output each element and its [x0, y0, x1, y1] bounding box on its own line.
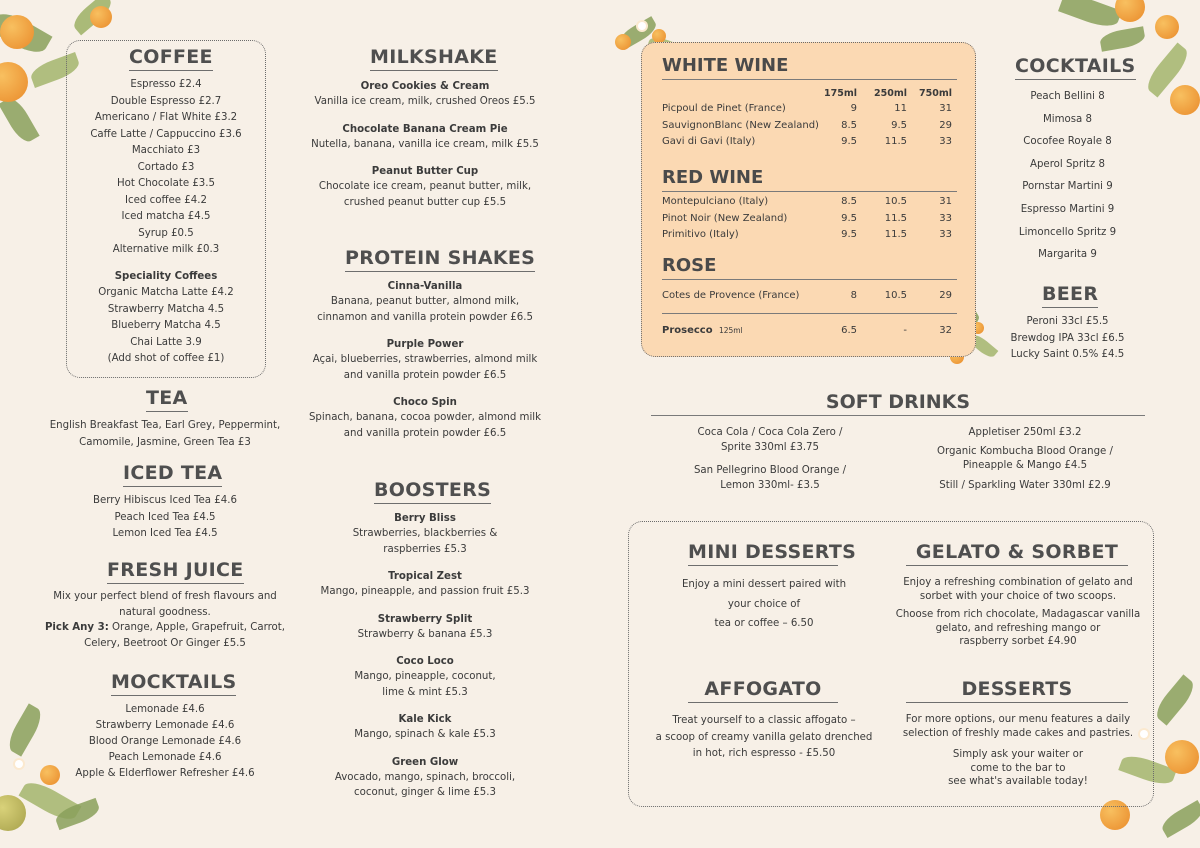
- rose-list: [662, 288, 952, 305]
- item-description-line: Nutella, banana, vanilla ice cream, milk £5.5: [311, 138, 539, 150]
- item-name: Oreo Cookies & Cream: [360, 81, 490, 92]
- specialty-item: Organic Matcha Latte £4.2: [98, 287, 234, 298]
- price: 33: [939, 212, 952, 224]
- pick-label: Pick Any 3:: [44, 622, 109, 633]
- item-description-line: coconut, ginger & lime £5.3: [354, 787, 496, 798]
- item-description-line: Chocolate ice cream, peanut butter, milk,: [318, 181, 532, 192]
- divider: [662, 279, 957, 280]
- divider: [662, 313, 957, 314]
- beer-item: Peroni 33cl £5.5: [1026, 316, 1109, 327]
- juice-line: Mix your perfect blend of fresh flavours and: [53, 591, 277, 602]
- wine-row: [662, 134, 952, 151]
- dessert-line: For more options, our menu features a daily: [905, 714, 1131, 725]
- dessert-line: Choose from rich chocolate, Madagascar vanilla: [895, 609, 1141, 620]
- milkshake-list: [305, 79, 545, 222]
- dessert-line: gelato, and refreshing mango or: [935, 622, 1101, 634]
- item-description-line: and vanilla protein powder £6.5: [343, 427, 507, 439]
- cocktail-item: Peach Bellini 8: [1030, 91, 1105, 102]
- juice-line: Celery, Beetroot Or Ginger £5.5: [84, 637, 246, 649]
- item-description: [305, 410, 545, 441]
- beer-list: [985, 314, 1150, 364]
- item-description-line: and vanilla protein powder £6.5: [343, 369, 507, 381]
- specialty-item: Chai Latte 3.9: [130, 336, 202, 348]
- price: 9.5: [841, 212, 857, 224]
- item-name: Strawberry Split: [377, 613, 473, 625]
- item-name: Cinna-Vanilla: [387, 281, 463, 292]
- fresh-juice-text: [40, 589, 290, 651]
- coffee-item: Iced matcha £4.5: [121, 211, 211, 222]
- red-wine-list: [662, 194, 952, 244]
- cocktail-item: Limoncello Spritz 9: [1018, 226, 1117, 238]
- price: 33: [939, 229, 952, 240]
- soft-drinks-right: [905, 426, 1145, 493]
- coffee-item: Caffe Latte / Cappuccino £3.6: [90, 128, 242, 140]
- boosters-title: BOOSTERS: [374, 479, 491, 504]
- size-750: 750ml: [919, 88, 952, 99]
- item-name: Kale Kick: [398, 714, 452, 725]
- dessert-line: selection of freshly made cakes and pastries.: [902, 727, 1134, 739]
- gelato-text: [890, 576, 1146, 649]
- price: 10.5: [884, 290, 907, 301]
- item-description: [305, 727, 545, 743]
- dessert-line: Enjoy a refreshing combination of gelato and: [903, 577, 1133, 588]
- coffee-item: Syrup £0.5: [138, 227, 194, 239]
- dessert-line: Enjoy a mini dessert paired with: [681, 579, 847, 590]
- price: 29: [939, 119, 952, 131]
- prosecco-row: [662, 323, 952, 340]
- iced-tea-item: Lemon Iced Tea £4.5: [112, 528, 218, 539]
- item-name: Choco Spin: [393, 397, 457, 408]
- dessert-line: Treat yourself to a classic affogato –: [672, 715, 856, 726]
- price: 10.5: [884, 196, 907, 207]
- price: 9.5: [891, 119, 907, 131]
- specialty-item: (Add shot of coffee £1): [107, 353, 225, 364]
- item-description: [305, 627, 545, 643]
- cocktail-item: Aperol Spritz 8: [1030, 158, 1105, 170]
- mocktails-list: [40, 702, 290, 782]
- item-description: [305, 94, 545, 110]
- coffee-item: Espresso £2.4: [130, 79, 202, 90]
- item-description: [305, 137, 545, 153]
- item-description: [305, 526, 545, 557]
- coffee-item: Iced coffee £4.2: [125, 194, 207, 206]
- soft-drink-line: San Pellegrino Blood Orange /: [693, 465, 847, 476]
- cocktail-item: Margarita 9: [1038, 249, 1097, 261]
- coffee-item: Hot Chocolate £3.5: [116, 178, 216, 189]
- iced-tea-title: ICED TEA: [123, 462, 222, 487]
- divider: [662, 79, 957, 80]
- cocktails-title: COCKTAILS: [1015, 55, 1136, 80]
- wine-row: [662, 288, 952, 305]
- pick-rest: Orange, Apple, Grapefruit, Carrot,: [108, 622, 286, 633]
- item-name: Tropical Zest: [388, 571, 462, 582]
- prosecco-name: Prosecco: [662, 325, 713, 336]
- soft-drink-line: Coca Cola / Coca Cola Zero /: [697, 427, 843, 438]
- coffee-item: Alternative milk £0.3: [112, 244, 220, 255]
- cocktail-item: Espresso Martini 9: [1020, 203, 1115, 215]
- dessert-line: sorbet with your choice of two scoops.: [919, 590, 1117, 602]
- affogato-text: [646, 713, 882, 763]
- beer-item: Brewdog IPA 33cl £6.5: [1010, 332, 1125, 344]
- tea-line: English Breakfast Tea, Earl Grey, Peppermint,: [49, 420, 281, 431]
- affogato-title: AFFOGATO: [688, 678, 838, 703]
- item-description-line: Vanilla ice cream, milk, crushed Oreos £5.5: [314, 96, 536, 107]
- coffee-item: Cortado £3: [137, 161, 195, 173]
- wine-name: Montepulciano (Italy): [662, 196, 769, 207]
- wine-name: Gavi di Gavi (Italy): [662, 136, 756, 147]
- item-description-line: Spinach, banana, cocoa powder, almond milk: [308, 412, 542, 423]
- boosters-list: [305, 511, 545, 813]
- dessert-line: Simply ask your waiter or: [952, 749, 1084, 760]
- wine-row: [662, 227, 952, 244]
- size-250: 250ml: [874, 88, 907, 99]
- mini-desserts-title: MINI DESSERTS: [688, 541, 838, 566]
- price: 6.5: [841, 325, 857, 336]
- fresh-juice-title: FRESH JUICE: [107, 559, 244, 584]
- item-name: Coco Loco: [396, 656, 454, 667]
- desserts-text: [890, 713, 1146, 789]
- white-wine-list: [662, 101, 952, 151]
- coffee-items: [66, 77, 266, 259]
- item-description: [305, 352, 545, 383]
- mocktails-title: MOCKTAILS: [111, 671, 236, 696]
- specialty-items: [66, 285, 266, 368]
- coffee-title: COFFEE: [129, 46, 213, 71]
- item-description-line: Avocado, mango, spinach, broccoli,: [334, 771, 516, 783]
- item-description-line: Strawberry & banana £5.3: [357, 628, 493, 640]
- soft-drink-line: Organic Kombucha Blood Orange /: [937, 445, 1113, 457]
- item-description-line: cinnamon and vanilla protein powder £6.5: [317, 311, 533, 323]
- soft-drink-line: Lemon 330ml- £3.5: [720, 479, 820, 491]
- item-description: [305, 669, 545, 700]
- wine-name: SauvignonBlanc (New Zealand): [662, 119, 819, 131]
- item-name: Chocolate Banana Cream Pie: [342, 123, 508, 135]
- beer-title: BEER: [1042, 283, 1098, 308]
- item-description: [305, 584, 545, 600]
- dessert-line: see what's available today!: [948, 776, 1088, 787]
- wine-row: [662, 101, 952, 118]
- mini-desserts-text: [646, 575, 882, 634]
- dessert-line: your choice of: [727, 598, 801, 610]
- item-description-line: Strawberries, blackberries &: [352, 528, 498, 539]
- price: 11: [894, 103, 907, 114]
- price: 31: [939, 103, 952, 114]
- wine-name: Pinot Noir (New Zealand): [662, 212, 788, 224]
- price: 9.5: [841, 136, 857, 147]
- mocktail-item: Apple & Elderflower Refresher £4.6: [75, 768, 255, 779]
- rose-title: ROSE: [662, 255, 717, 276]
- protein-list: [305, 279, 545, 453]
- red-wine-title: RED WINE: [662, 167, 764, 188]
- cocktail-item: Cocofee Royale 8: [1023, 136, 1112, 148]
- item-description-line: Mango, spinach & kale £5.3: [354, 729, 496, 740]
- price: 33: [939, 136, 952, 147]
- beer-item: Lucky Saint 0.5% £4.5: [1010, 349, 1125, 360]
- dessert-line: a scoop of creamy vanilla gelato drenched: [655, 731, 873, 743]
- soft-drink-line: Sprite 330ml £3.75: [720, 441, 820, 453]
- specialty-title: Speciality Coffees: [114, 270, 218, 282]
- protein-title: PROTEIN SHAKES: [345, 247, 535, 272]
- juice-line: natural goodness.: [119, 606, 211, 618]
- coffee-item: Macchiato £3: [131, 145, 201, 156]
- item-description-line: crushed peanut butter cup £5.5: [343, 196, 507, 208]
- price: -: [903, 325, 907, 336]
- item-name: Peanut Butter Cup: [371, 166, 479, 177]
- size-175: 175ml: [824, 88, 857, 99]
- gelato-title: GELATO & SORBET: [906, 541, 1128, 566]
- item-name: Purple Power: [386, 339, 464, 350]
- item-description-line: Açai, blueberries, strawberries, almond milk: [312, 354, 538, 365]
- dessert-line: raspberry sorbet £4.90: [959, 636, 1077, 647]
- price: 31: [939, 196, 952, 207]
- dessert-line: tea or coffee – 6.50: [714, 618, 814, 629]
- price: 32: [939, 325, 952, 336]
- white-wine-title: WHITE WINE: [662, 55, 789, 76]
- wine-name: Primitivo (Italy): [662, 229, 739, 240]
- item-name: Berry Bliss: [394, 513, 456, 524]
- mocktail-item: Blood Orange Lemonade £4.6: [88, 736, 242, 747]
- price: 11.5: [884, 229, 907, 240]
- price: 9: [850, 103, 857, 114]
- prosecco-size: 125ml: [718, 326, 743, 335]
- item-description: [305, 179, 545, 210]
- milkshake-title: MILKSHAKE: [370, 46, 498, 71]
- price: 9.5: [841, 229, 857, 240]
- item-description-line: raspberries £5.3: [383, 543, 467, 555]
- desserts-title: DESSERTS: [906, 678, 1128, 703]
- wine-name: Cotes de Provence (France): [662, 290, 800, 301]
- price: 11.5: [884, 212, 907, 224]
- tea-title: TEA: [146, 387, 188, 412]
- coffee-item: Americano / Flat White £3.2: [94, 112, 238, 123]
- soft-drinks-left: [660, 426, 880, 493]
- juice-pick-line: [40, 620, 290, 636]
- price: 11.5: [884, 136, 907, 147]
- specialty-item: Blueberry Matcha 4.5: [111, 320, 221, 331]
- wine-name: Picpoul de Pinet (France): [662, 103, 786, 114]
- soft-drinks-title: SOFT DRINKS: [825, 391, 971, 413]
- iced-tea-item: Peach Iced Tea £4.5: [114, 511, 216, 523]
- item-description-line: lime & mint £5.3: [382, 686, 468, 698]
- wine-row: [662, 194, 952, 211]
- item-description: [305, 770, 545, 801]
- mocktail-item: Strawberry Lemonade £4.6: [95, 720, 235, 731]
- cocktail-item: Pornstar Martini 9: [1022, 181, 1113, 193]
- cocktails-list: [985, 86, 1150, 267]
- wine-row: [662, 118, 952, 135]
- item-description: [305, 294, 545, 325]
- price: 8.5: [841, 196, 857, 207]
- soft-drink-line: Pineapple & Mango £4.5: [962, 460, 1088, 471]
- tea-line: Camomile, Jasmine, Green Tea £3: [79, 436, 251, 448]
- coffee-item: Double Espresso £2.7: [110, 95, 222, 107]
- iced-tea-list: [40, 493, 290, 543]
- price: 29: [939, 290, 952, 301]
- iced-tea-item: Berry Hibiscus Iced Tea £4.6: [93, 495, 237, 506]
- item-name: Green Glow: [391, 756, 459, 768]
- dessert-line: come to the bar to: [970, 762, 1066, 774]
- specialty-item: Strawberry Matcha 4.5: [107, 303, 225, 315]
- soft-drink-line: Still / Sparkling Water 330ml £2.9: [939, 479, 1111, 491]
- mocktail-item: Peach Lemonade £4.6: [108, 752, 222, 763]
- soft-drink-line: Appletiser 250ml £3.2: [968, 427, 1082, 438]
- dessert-line: in hot, rich espresso - £5.50: [692, 748, 836, 759]
- divider: [662, 191, 957, 192]
- soft-drinks-divider: [651, 415, 1145, 416]
- price: 8: [850, 290, 857, 301]
- mocktail-item: Lemonade £4.6: [125, 704, 205, 715]
- item-description-line: Mango, pineapple, and passion fruit £5.3: [320, 586, 530, 597]
- cocktail-item: Mimosa 8: [1042, 113, 1093, 125]
- coffee-list: [66, 77, 266, 368]
- price: 8.5: [841, 119, 857, 131]
- tea-text: [40, 418, 290, 451]
- item-description-line: Banana, peanut butter, almond milk,: [330, 296, 520, 307]
- wine-row: [662, 211, 952, 228]
- item-description-line: Mango, pineapple, coconut,: [354, 671, 496, 682]
